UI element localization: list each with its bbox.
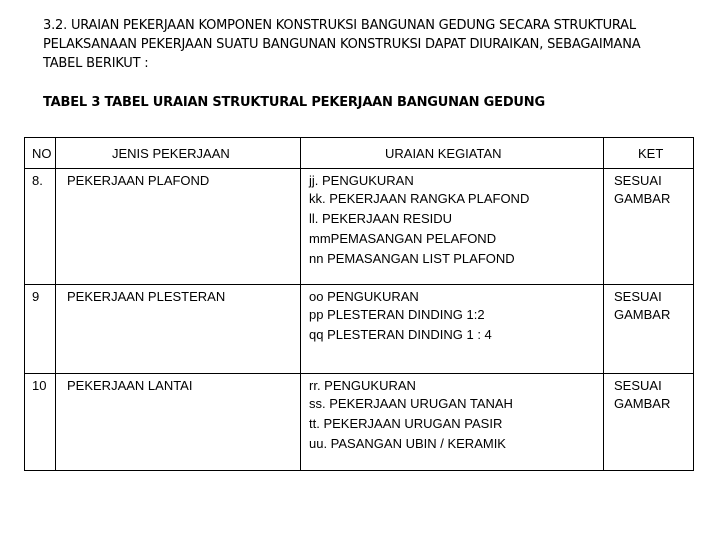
job-type-text: PEKERJAAN LANTAI xyxy=(67,378,193,393)
header-jenis-pekerjaan: JENIS PEKERJAAN xyxy=(56,138,301,169)
remarks-line: GAMBAR xyxy=(614,307,671,322)
activity-item: ll. PEKERJAAN RESIDU xyxy=(309,211,453,226)
header-no: NO xyxy=(25,138,56,169)
remarks xyxy=(604,285,694,374)
remarks xyxy=(604,374,694,471)
intro-line: TABEL BERIKUT : xyxy=(43,56,149,71)
row-number-text: 8. xyxy=(32,173,43,188)
row-number xyxy=(25,169,56,285)
remarks-line: SESUAI xyxy=(614,378,662,393)
header-ket: KET xyxy=(604,138,694,169)
header-uraian-kegiatan: URAIAN KEGIATAN xyxy=(301,138,604,169)
activity-list xyxy=(301,169,604,285)
table-row xyxy=(25,285,694,374)
remarks-line: GAMBAR xyxy=(614,396,671,411)
activity-item: pp PLESTERAN DINDING 1:2 xyxy=(309,307,485,322)
table-header-row xyxy=(25,138,694,169)
activity-list xyxy=(301,285,604,374)
job-type xyxy=(56,285,301,374)
row-number-text: 9 xyxy=(32,289,40,304)
activity-item: uu. PASANGAN UBIN / KERAMIK xyxy=(309,436,506,451)
intro-line: PELAKSANAAN PEKERJAAN SUATU BANGUNAN KONSTRUKSI DAPAT DIURAIKAN, SEBAGAIMANA xyxy=(43,37,641,52)
activity-item: rr. PENGUKURAN xyxy=(309,378,416,393)
remarks-line: GAMBAR xyxy=(614,191,671,206)
activity-item: tt. PEKERJAAN URUGAN PASIR xyxy=(309,416,503,431)
intro-paragraph xyxy=(43,16,703,73)
activity-item: jj. PENGUKURAN xyxy=(309,173,414,188)
remarks-line: SESUAI xyxy=(614,173,662,188)
row-number xyxy=(25,285,56,374)
table-row xyxy=(25,169,694,285)
remarks-line: SESUAI xyxy=(614,289,662,304)
row-number-text: 10 xyxy=(32,378,47,393)
job-type-text: PEKERJAAN PLESTERAN xyxy=(67,289,226,304)
activity-item: mmPEMASANGAN PELAFOND xyxy=(309,231,497,246)
row-number xyxy=(25,374,56,471)
activity-item: qq PLESTERAN DINDING 1 : 4 xyxy=(309,327,492,342)
table-title: TABEL 3 TABEL URAIAN STRUKTURAL PEKERJAAN BANGUNAN GEDUNG xyxy=(43,95,545,110)
job-type xyxy=(56,374,301,471)
intro-line: 3.2. URAIAN PEKERJAAN KOMPONEN KONSTRUKSI BANGUNAN GEDUNG SECARA STRUKTURAL xyxy=(43,18,636,33)
activity-item: oo PENGUKURAN xyxy=(309,289,419,304)
table-row xyxy=(25,374,694,471)
activity-item: nn PEMASANGAN LIST PLAFOND xyxy=(309,251,515,266)
job-type xyxy=(56,169,301,285)
remarks xyxy=(604,169,694,285)
work-breakdown-table xyxy=(24,137,694,471)
activity-item: ss. PEKERJAAN URUGAN TANAH xyxy=(309,396,513,411)
job-type-text: PEKERJAAN PLAFOND xyxy=(67,173,210,188)
activity-list xyxy=(301,374,604,471)
activity-item: kk. PEKERJAAN RANGKA PLAFOND xyxy=(309,191,530,206)
